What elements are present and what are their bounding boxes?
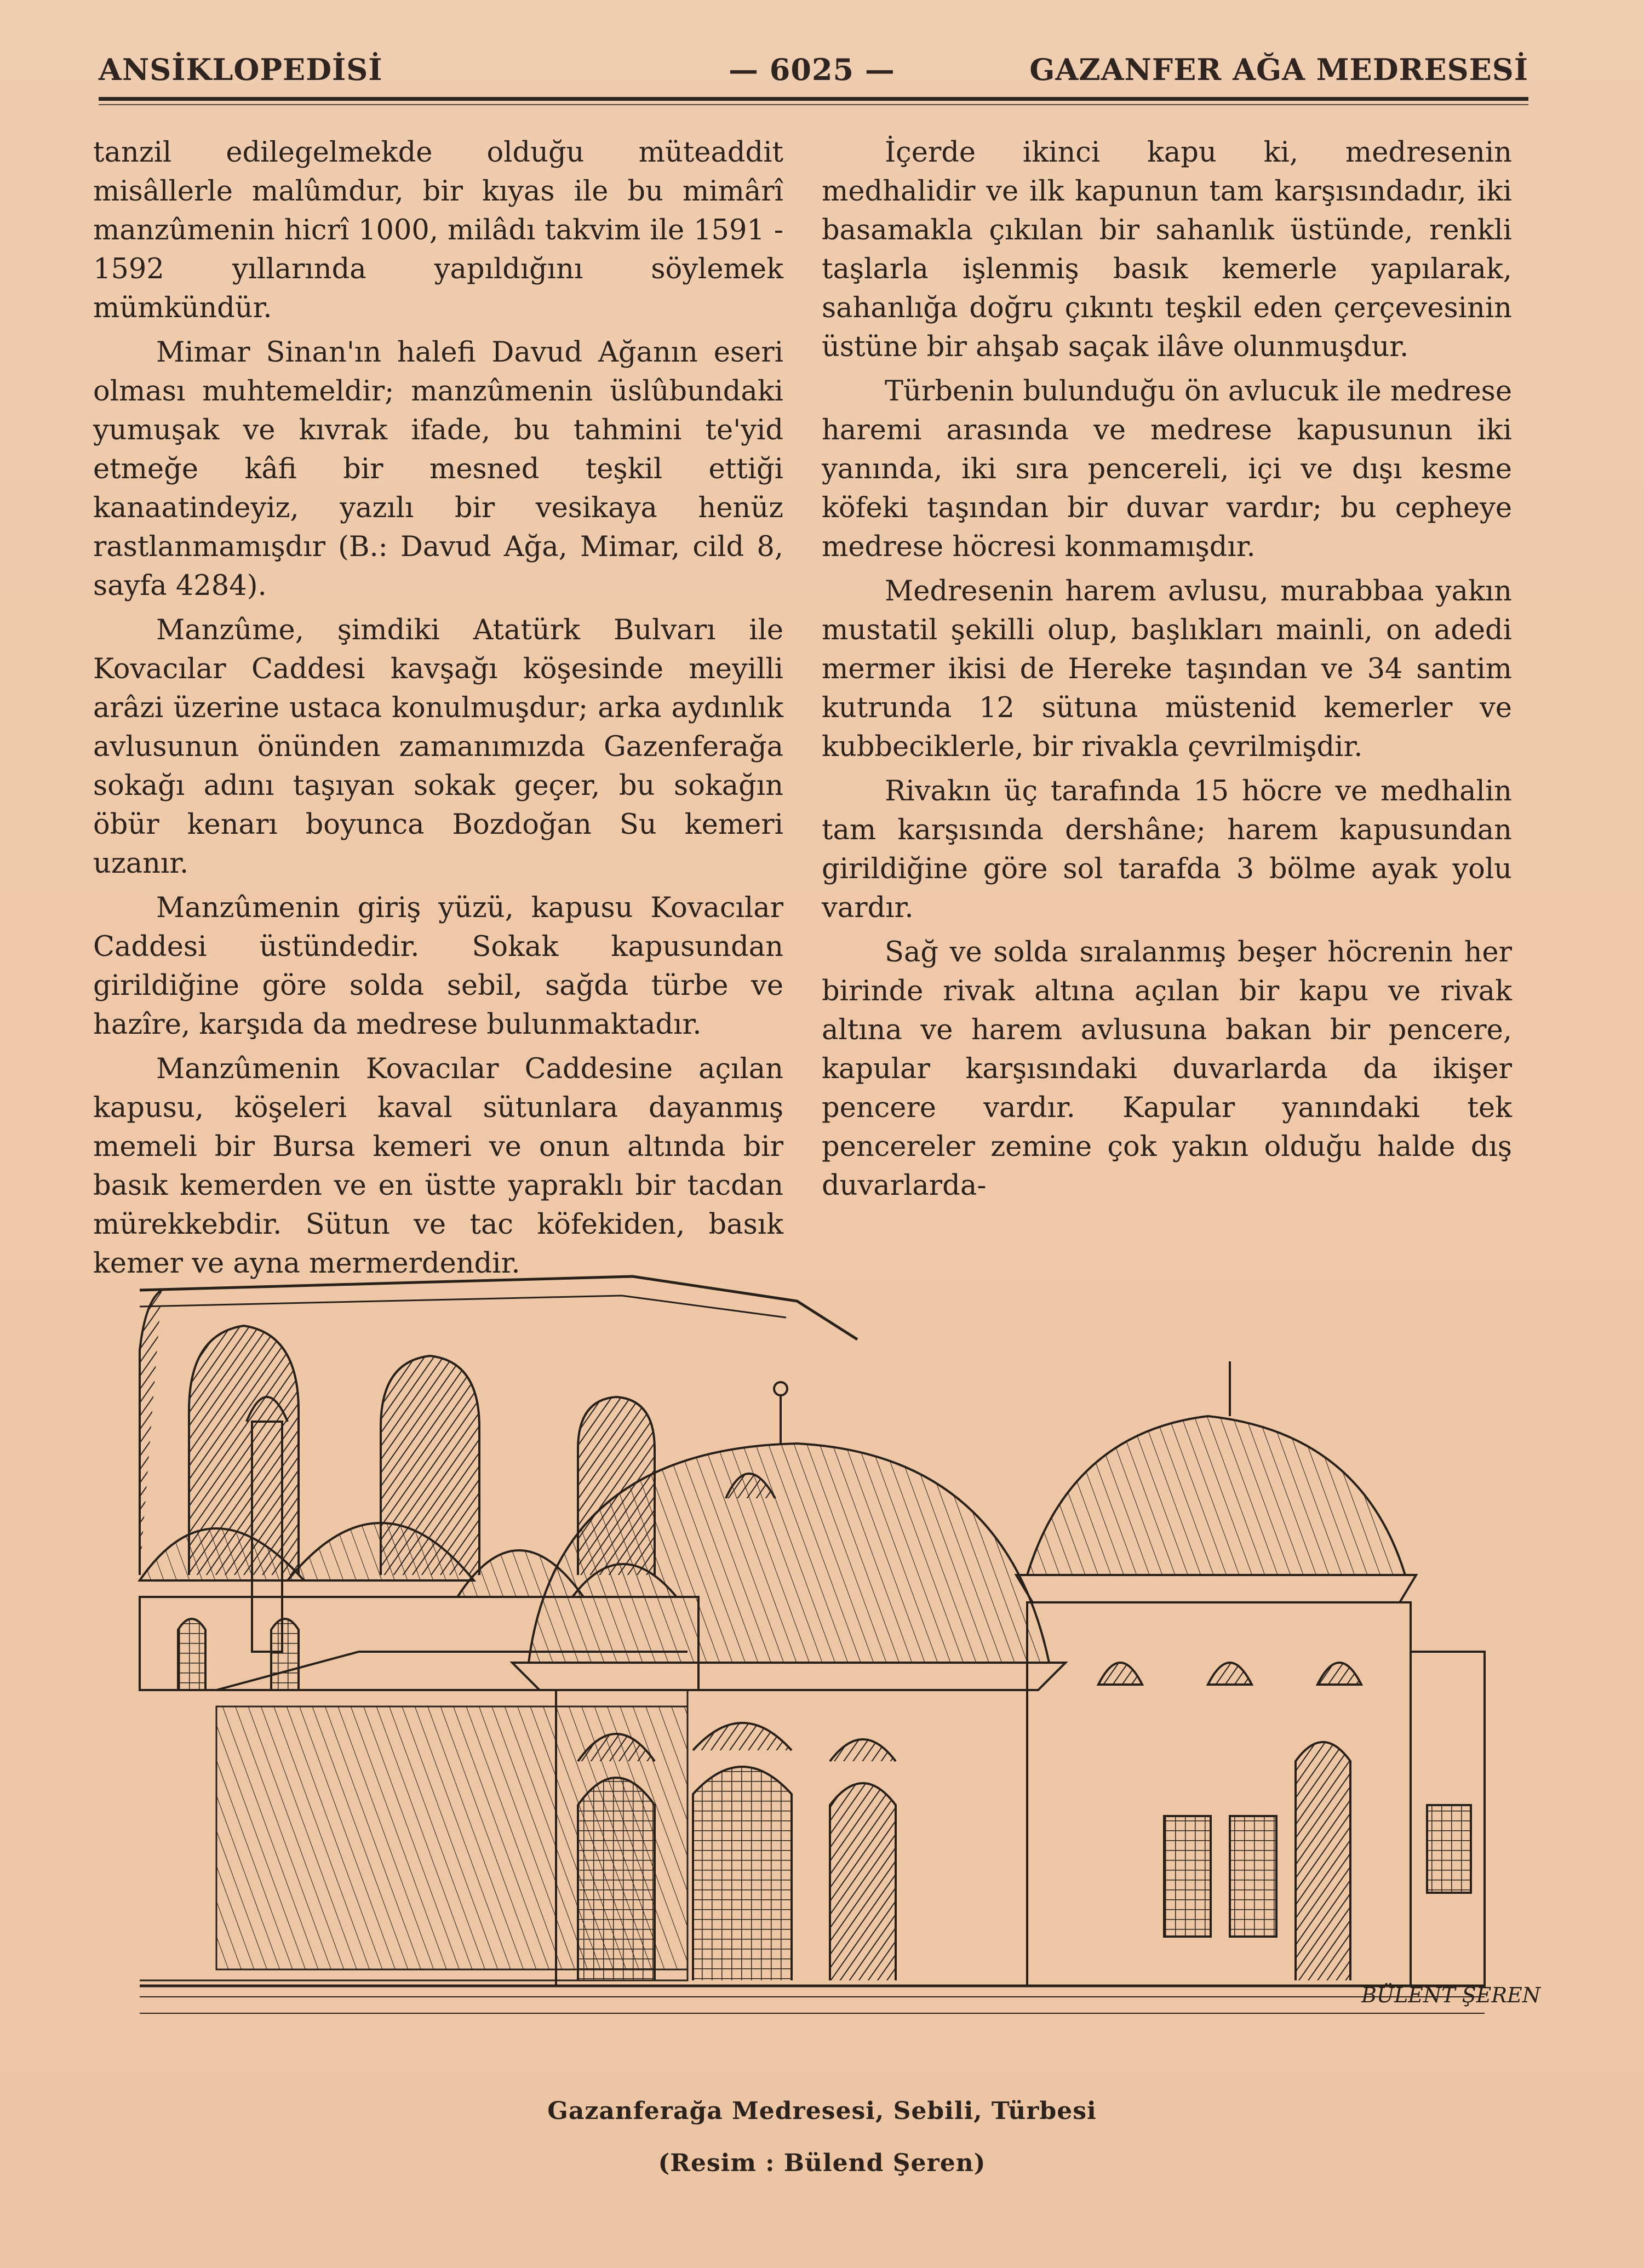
running-header — [99, 52, 1528, 96]
artist-signature: BÜLENT ŞEREN — [1361, 1983, 1540, 2007]
paragraph: Medresenin harem avlusu, murabbaa yakın mustatil şekilli olup, başlıkları mainli, on adedi mermer ikisi de Hereke taşından ve 34 santim kutrunda 12 sütuna müstenid kemerler ve kubbeciklerle, bir rivakla çevrilmişdir. — [822, 575, 1512, 763]
header-rule — [99, 97, 1528, 101]
paragraph: Manzûmenin Kovacılar Caddesine açılan kapusu, köşeleri kaval sütunlara dayanmış memeli bir Bursa kemeri ve onun altında bir basık kemerden ve en üstte yapraklı bir tacdan mürekkebdir. Sütun ve tac köfekiden, basık kemer ve ayna mermerdendir. — [93, 1053, 783, 1280]
paragraph: Türbenin bulunduğu ön avlucuk ile medrese haremi arasında ve medrese kapusunun iki yanında, iki sıra pencereli, içi ve dışı kesme köfeki taşından bir duvar vardır; bu cepheye medrese höcresi konmamışdır. — [822, 375, 1512, 563]
figure-credit: (Resim : Bülend Şeren) — [658, 2149, 986, 2177]
page-number: — 6025 — — [729, 52, 895, 87]
paragraph: Mimar Sinan'ın halefi Davud Ağanın eseri olması muhtemeldir; manzûmenin üslûbundaki yumuşak ve kıvrak ifade, bu tahmini te'yid etmeğe kâfi bir mesned teşkil ettiği kanaatindeyiz, yazılı bir vesikaya henüz rastlanmamışdır (B.: Davud Ağa, Mimar, cild 8, sayfa 4284). — [93, 336, 783, 602]
paragraph: Manzûmenin giriş yüzü, kapusu Kovacılar Caddesi üstündedir. Sokak kapusundan girildiğine göre solda sebil, sağda türbe ve hazîre, karşıda da medrese bulunmaktadır. — [93, 892, 783, 1041]
paragraph: tanzil edilegelmekde olduğu müteaddit misâllerle malûmdur, bir kıyas ile bu mimârî manzûmenin hicrî 1000, milâdı takvim ile 1591 - 1592 yıllarında yapıldığını söylemek mümkündür. — [93, 136, 783, 324]
paragraph: Rivakın üç tarafında 15 höcre ve medhalin tam karşısında dershâne; harem kapusundan girildiğine göre sol tarafda 3 bölme ayak yolu vardır. — [822, 775, 1512, 924]
header-rule-thin — [99, 104, 1528, 105]
header-journal-title: ANSİKLOPEDİSİ — [99, 52, 383, 87]
paragraph: İçerde ikinci kapu ki, medresenin medhalidir ve ilk kapunun tam karşısındadır, iki basamakla çıkılan bir sahanlık üstünde, renkli taşlarla işlenmiş basık kemerle yapılarak, sahanlığa doğru çıkıntı teşkil eden çerçevesinin üstüne bir ahşab saçak ilâve olunmuşdur. — [822, 136, 1512, 363]
paragraph: Manzûme, şimdiki Atatürk Bulvarı ile Kovacılar Caddesi kavşağı köşesinde meyilli arâzi üzerine ustaca konulmuşdur; arka aydınlık avlusunun önünden zamanımızda Gazenferağa sokağı adını taşıyan sokak geçer, bu sokağın öbür kenarı boyunca Bozdoğan Su kemeri uzanır. — [93, 614, 783, 880]
figure-caption: Gazanferağa Medresesi, Sebili, Türbesi — [547, 2097, 1097, 2125]
left-column — [93, 133, 783, 1288]
medrese-illustration — [140, 1268, 1540, 2084]
paragraph: Sağ ve solda sıralanmış beşer höcrenin her birinde rivak altına açılan bir kapu ve rivak altına ve harem avlusuna bakan bir pencere, kapular karşısındaki duvarlarda da ikişer pencere vardır. Kapular yanındaki tek pencereler zemine çok yakın olduğu halde dış duvarlarda- — [822, 936, 1512, 1202]
right-column — [822, 133, 1512, 1211]
header-article-title: GAZANFER AĞA MEDRESESİ — [1029, 52, 1528, 87]
